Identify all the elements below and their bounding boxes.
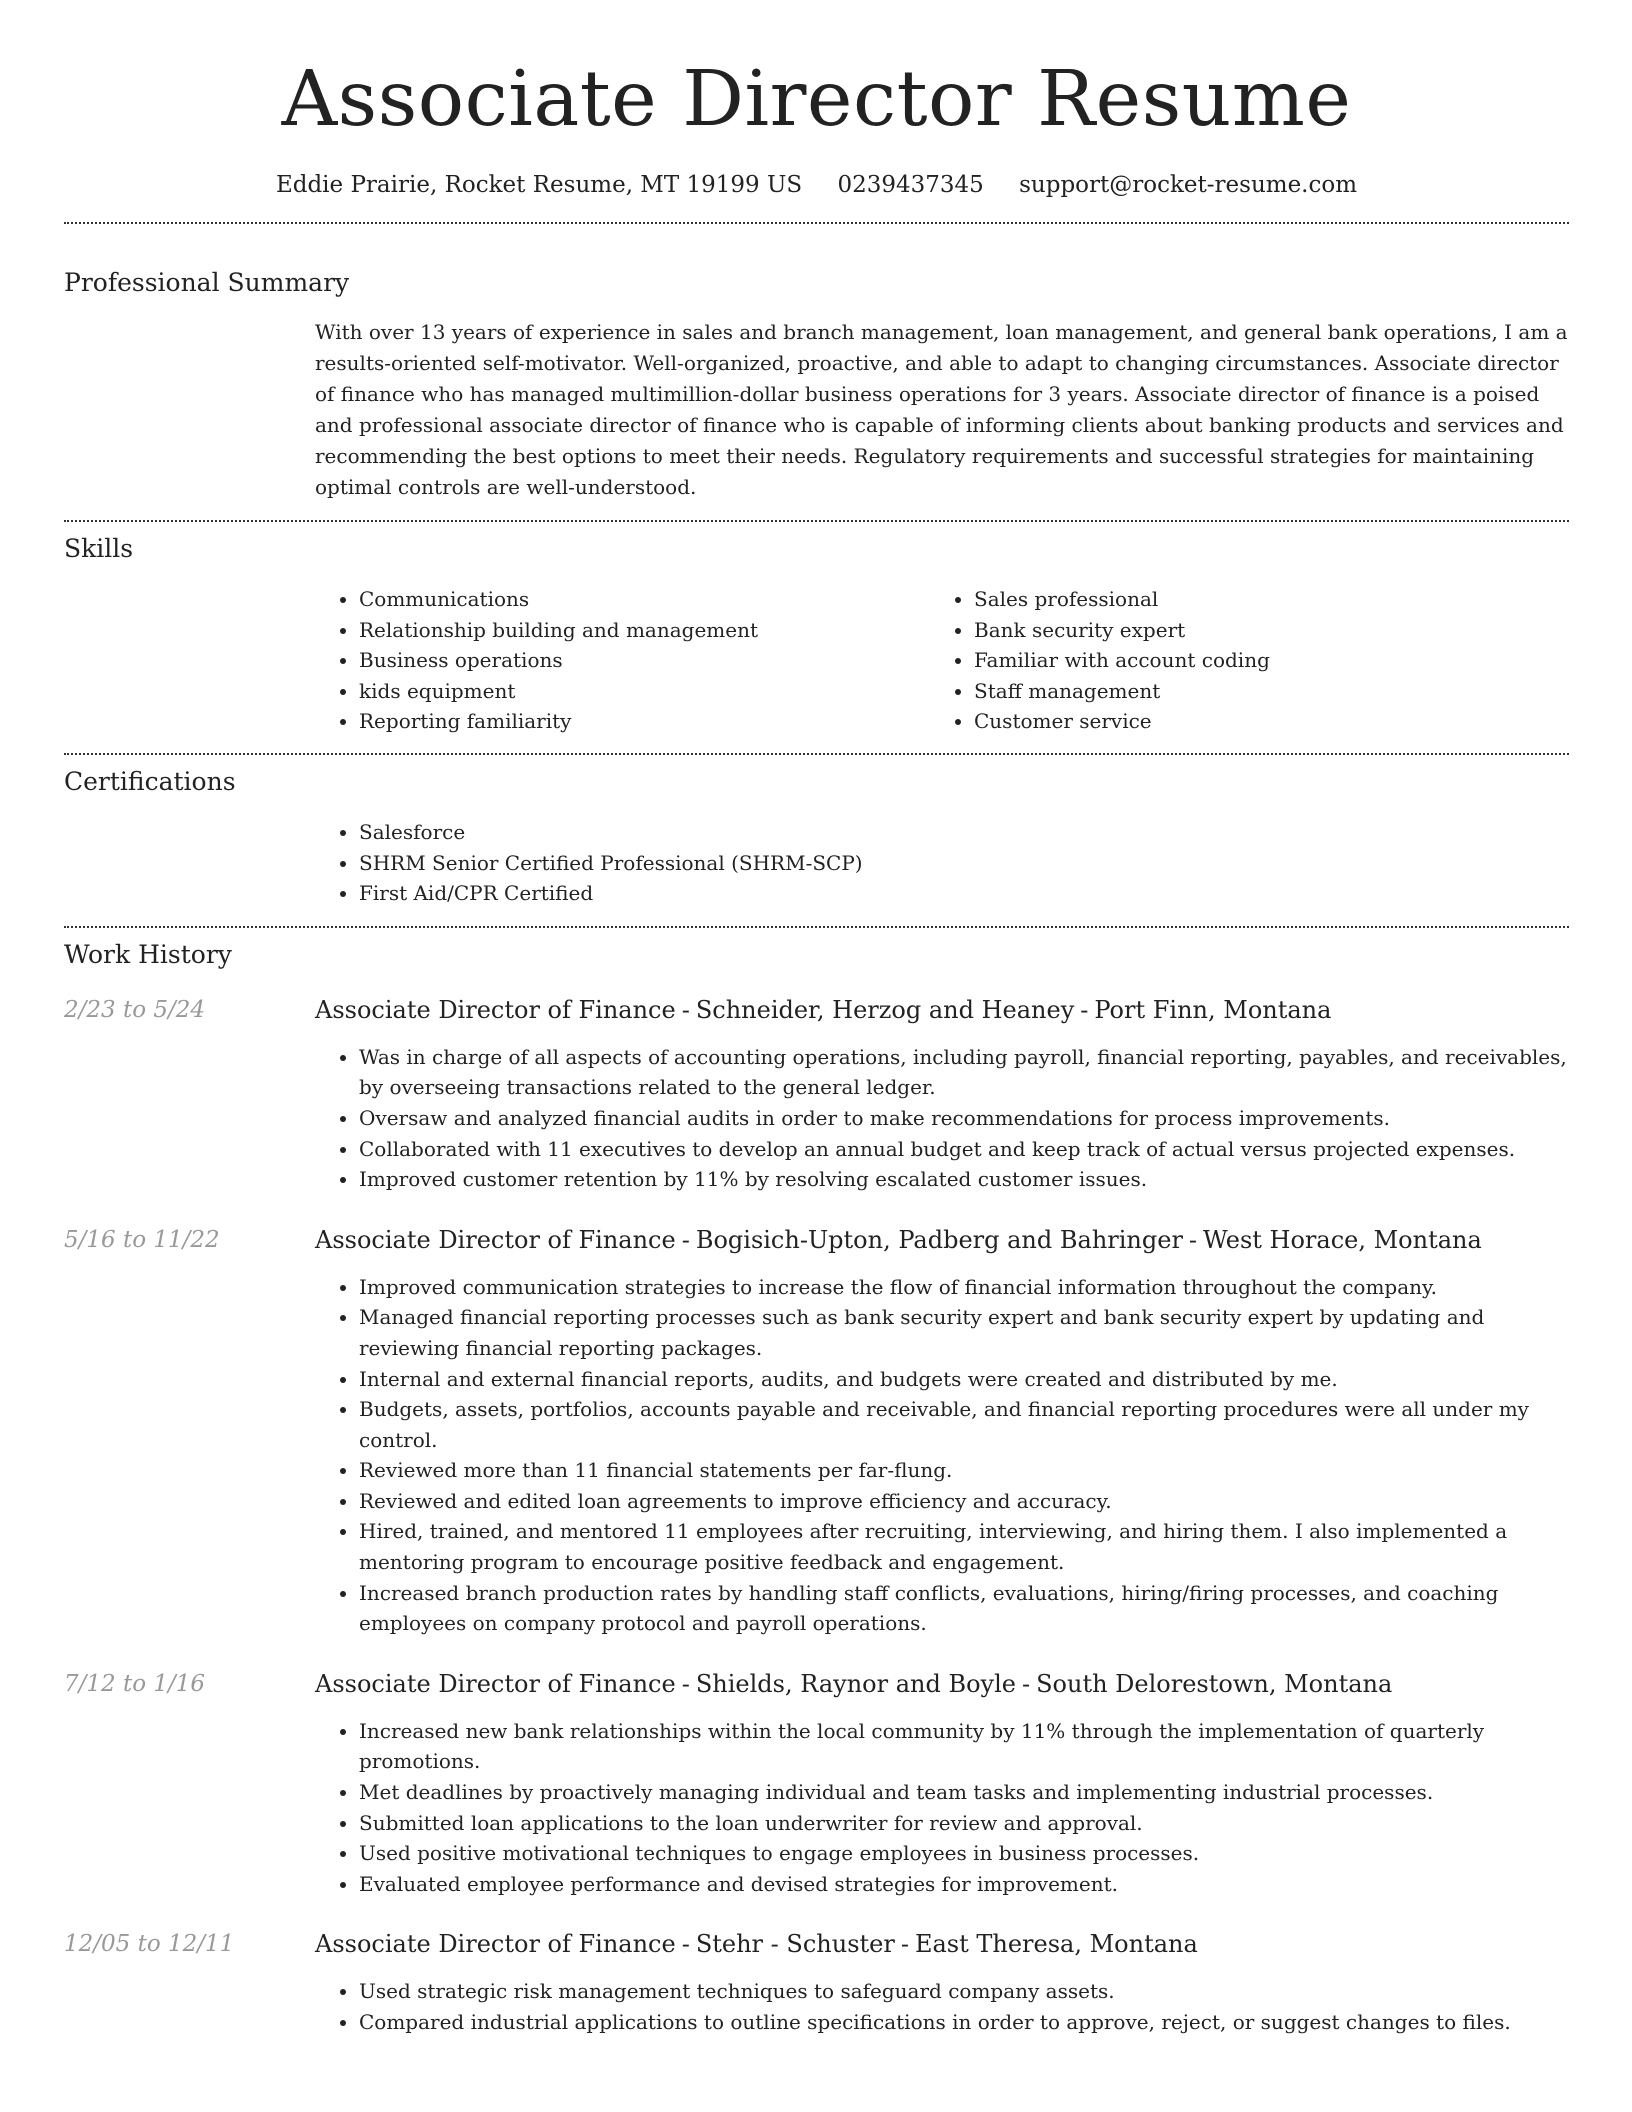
job-bullet: • Internal and external financial reports, audits, and budgets were created and distributed by me. bbox=[359, 1364, 1569, 1395]
skills-list bbox=[315, 584, 1569, 737]
job-bullet: • Submitted loan applications to the loan underwriter for review and approval. bbox=[359, 1808, 1569, 1839]
job-bullet: • Increased new bank relationships within the local community by 11% through the implementation of quarterly promotions. bbox=[359, 1716, 1569, 1777]
job-title: Associate Director of Finance bbox=[315, 1930, 676, 1959]
work-history-heading: Work History bbox=[64, 939, 232, 969]
job-heading: Associate Director of Finance - Stehr - Schuster - East Theresa, Montana bbox=[315, 1930, 1198, 1959]
job-dates: 7/12 to 1/16 bbox=[64, 1670, 206, 1697]
job-bullet: • Hired, trained, and mentored 11 employees after recruiting, interviewing, and hiring them. I also implemented a mentoring program to encourage positive feedback and engagement. bbox=[359, 1516, 1569, 1577]
job-company: Bogisich-Upton, Padberg and Bahringer bbox=[695, 1225, 1183, 1254]
skill-item: • Staff management bbox=[974, 676, 1545, 707]
job-bullets bbox=[315, 1976, 1569, 2037]
job-location: South Delorestown, Montana bbox=[1036, 1669, 1393, 1698]
job-location: West Horace, Montana bbox=[1203, 1225, 1482, 1254]
job-body bbox=[315, 1928, 1569, 2037]
job-company: Schneider, Herzog and Heaney bbox=[695, 995, 1075, 1024]
skill-item: • Business operations bbox=[359, 645, 930, 676]
skill-item: • Communications bbox=[359, 584, 930, 615]
job-entry bbox=[64, 1928, 1569, 2037]
summary-heading: Professional Summary bbox=[64, 268, 350, 297]
certifications-list bbox=[315, 817, 1569, 909]
certification-item: • SHRM Senior Certified Professional (SHRM-SCP) bbox=[359, 848, 1569, 879]
job-dates: 12/05 to 12/11 bbox=[64, 1931, 235, 1958]
job-bullet: • Evaluated employee performance and devised strategies for improvement. bbox=[359, 1869, 1569, 1900]
section-divider bbox=[64, 520, 1569, 522]
skill-item: • kids equipment bbox=[359, 676, 930, 707]
certifications-heading: Certifications bbox=[64, 766, 236, 796]
job-heading: Associate Director of Finance - Bogisich-Upton, Padberg and Bahringer - West Horace, Montana bbox=[315, 1225, 1482, 1254]
job-entry bbox=[64, 1224, 1569, 1639]
contact-email: support@rocket-resume.com bbox=[1019, 172, 1358, 198]
job-heading: Associate Director of Finance - Shields, Raynor and Boyle - South Delorestown, Montana bbox=[315, 1669, 1393, 1698]
job-bullet: • Oversaw and analyzed financial audits in order to make recommendations for process improvements. bbox=[359, 1103, 1569, 1134]
job-heading: Associate Director of Finance - Schneider, Herzog and Heaney - Port Finn, Montana bbox=[315, 995, 1332, 1024]
job-bullet: • Improved communication strategies to increase the flow of financial information throughout the company. bbox=[359, 1272, 1569, 1303]
job-company: Stehr - Schuster bbox=[695, 1930, 895, 1959]
resume-title: Associate Director Resume bbox=[281, 55, 1352, 144]
job-bullet: • Increased branch production rates by handling staff conflicts, evaluations, hiring/firing processes, and coaching employees on company protocol and payroll operations. bbox=[359, 1578, 1569, 1639]
job-bullet: • Met deadlines by proactively managing individual and team tasks and implementing industrial processes. bbox=[359, 1777, 1569, 1808]
job-body bbox=[315, 1224, 1569, 1639]
skill-item: • Sales professional bbox=[974, 584, 1545, 615]
job-entry bbox=[64, 994, 1569, 1195]
job-bullets bbox=[315, 1716, 1569, 1900]
skill-item: • Familiar with account coding bbox=[974, 645, 1545, 676]
job-bullet: • Compared industrial applications to outline specifications in order to approve, reject, or suggest changes to files. bbox=[359, 2007, 1569, 2038]
section-divider bbox=[64, 222, 1569, 224]
job-bullet: • Used positive motivational techniques to engage employees in business processes. bbox=[359, 1838, 1569, 1869]
job-location: East Theresa, Montana bbox=[914, 1930, 1198, 1959]
skills-heading: Skills bbox=[64, 534, 134, 563]
job-bullets bbox=[315, 1042, 1569, 1195]
section-divider bbox=[64, 926, 1569, 928]
job-body bbox=[315, 1668, 1569, 1900]
contact-address: Eddie Prairie, Rocket Resume, MT 19199 US bbox=[275, 172, 803, 198]
job-bullet: • Budgets, assets, portfolios, accounts payable and receivable, and financial reporting procedures were all under my control. bbox=[359, 1394, 1569, 1455]
contact-phone: 0239437345 bbox=[837, 172, 984, 198]
skill-item: • Reporting familiarity bbox=[359, 706, 930, 737]
job-bullet: • Managed financial reporting processes such as bank security expert and bank security expert by updating and reviewing financial reporting packages. bbox=[359, 1302, 1569, 1363]
job-bullet: • Reviewed more than 11 financial statements per far-flung. bbox=[359, 1455, 1569, 1486]
job-title: Associate Director of Finance bbox=[315, 1225, 676, 1254]
section-divider bbox=[64, 753, 1569, 755]
skills-column-right bbox=[930, 584, 1545, 737]
job-entry bbox=[64, 1668, 1569, 1900]
skill-item: • Relationship building and management bbox=[359, 615, 930, 646]
job-title: Associate Director of Finance bbox=[315, 1669, 676, 1698]
job-bullet: • Was in charge of all aspects of accounting operations, including payroll, financial reporting, payables, and receivables, by overseeing transactions related to the general ledger. bbox=[359, 1042, 1569, 1103]
job-bullet: • Collaborated with 11 executives to develop an annual budget and keep track of actual versus projected expenses. bbox=[359, 1134, 1569, 1165]
skills-column-left bbox=[315, 584, 930, 737]
job-company: Shields, Raynor and Boyle bbox=[695, 1669, 1016, 1698]
job-bullet: • Improved customer retention by 11% by resolving escalated customer issues. bbox=[359, 1164, 1569, 1195]
job-bullet: • Used strategic risk management techniques to safeguard company assets. bbox=[359, 1976, 1569, 2007]
job-body bbox=[315, 994, 1569, 1195]
certification-item: • Salesforce bbox=[359, 817, 1569, 848]
job-bullets bbox=[315, 1272, 1569, 1639]
skill-item: • Customer service bbox=[974, 706, 1545, 737]
job-dates: 5/16 to 11/22 bbox=[64, 1226, 220, 1253]
summary-text: With over 13 years of experience in sales and branch management, loan management, and general bank operations, I am a results-oriented self-motivator. Well-organized, proactive, and able to adapt to changing circumstances. Associate director of finance who has managed multimillion-dollar business operations for 3 years. Associate director of finance is a poised and professional associate director of finance who is capable of informing clients about banking products and services and recommending the best options to meet their needs. Regulatory requirements and successful strategies for maintaining optimal controls are well-understood. bbox=[315, 320, 1568, 499]
job-bullet: • Reviewed and edited loan agreements to improve efficiency and accuracy. bbox=[359, 1486, 1569, 1517]
job-dates: 2/23 to 5/24 bbox=[64, 996, 206, 1023]
resume-page bbox=[64, 0, 1569, 2038]
job-title: Associate Director of Finance bbox=[315, 995, 676, 1024]
contact-line bbox=[64, 170, 1569, 200]
certification-item: • First Aid/CPR Certified bbox=[359, 878, 1569, 909]
skill-item: • Bank security expert bbox=[974, 615, 1545, 646]
job-location: Port Finn, Montana bbox=[1094, 995, 1332, 1024]
